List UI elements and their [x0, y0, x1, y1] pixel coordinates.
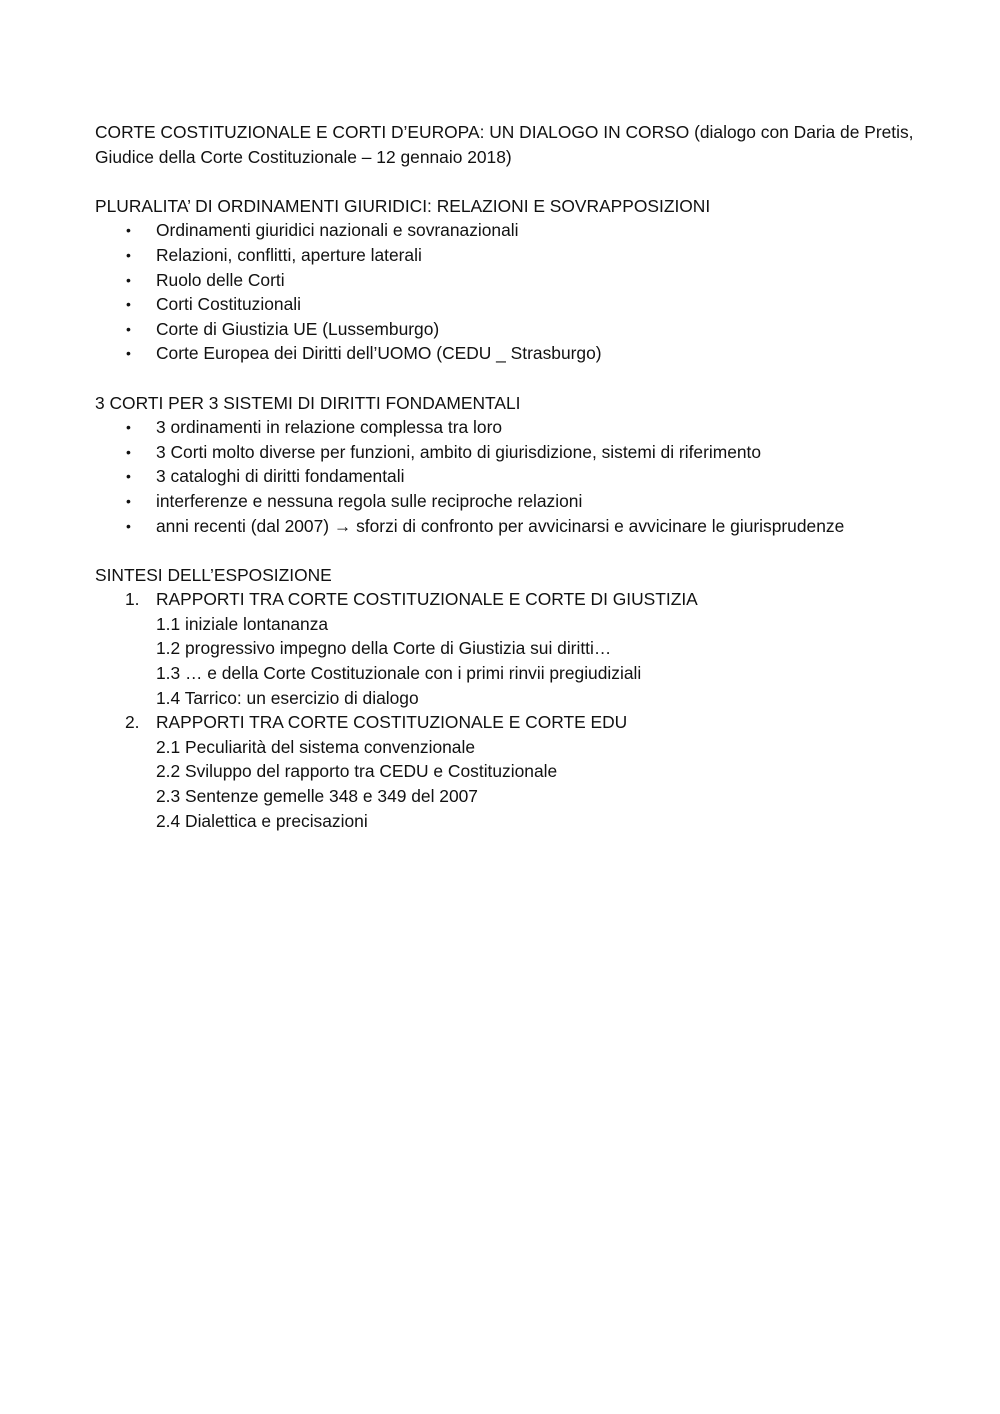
bullet-icon: •: [126, 345, 131, 362]
sub-item: 1.4 Tarrico: un esercizio di dialogo: [156, 687, 419, 708]
sub-item: 1.1 iniziale lontananza: [156, 613, 329, 634]
list-item-text: 3 Corti molto diverse per funzioni, ambito di giurisdizione, sistemi di riferimento: [156, 441, 762, 462]
list-item-text: 3 cataloghi di diritti fondamentali: [156, 466, 405, 487]
list-item: [95, 268, 915, 293]
bullet-icon: •: [126, 492, 131, 509]
bullet-icon: •: [126, 271, 131, 288]
spacer: [95, 169, 915, 194]
list-item: [95, 440, 915, 465]
section-heading-3-corti: 3 CORTI PER 3 SISTEMI DI DIRITTI FONDAMENTALI: [95, 392, 521, 413]
bullet-icon: •: [126, 296, 131, 313]
bullet-icon: •: [126, 443, 131, 460]
sub-item: 1.3 … e della Corte Costituzionale con i primi rinvii pregiudiziali: [156, 663, 642, 684]
list-item: [95, 317, 915, 342]
list-item: [95, 464, 915, 489]
list-item-text: Ordinamenti giuridici nazionali e sovranazionali: [156, 220, 519, 241]
list-item: [95, 292, 915, 317]
bullet-icon: •: [126, 320, 131, 337]
sub-item: 2.3 Sentenze gemelle 348 e 349 del 2007: [156, 786, 478, 807]
list-item-text: Corti Costituzionali: [156, 294, 301, 315]
list-item-text: 3 ordinamenti in relazione complessa tra loro: [156, 417, 503, 438]
list-item: [95, 218, 915, 243]
item-number: 2.: [125, 712, 140, 733]
bullet-icon: •: [126, 517, 131, 534]
section-heading-sintesi: SINTESI DELL’ESPOSIZIONE: [95, 564, 332, 585]
item-number: 1.: [125, 589, 140, 610]
section-heading-pluralita: PLURALITA’ DI ORDINAMENTI GIURIDICI: RELAZIONI E SOVRAPPOSIZIONI: [95, 195, 711, 216]
bullet-icon: •: [126, 419, 131, 436]
list-item-text: anni recenti (dal 2007) → sforzi di confronto per avvicinarsi e avvicinare le giurisprudenze: [156, 515, 845, 536]
list-item-text: Relazioni, conflitti, aperture laterali: [156, 244, 422, 265]
list-item-text: Corte Europea dei Diritti dell’UOMO (CEDU _ Strasburgo): [156, 343, 602, 364]
spacer: [95, 538, 915, 563]
sub-item: 1.2 progressivo impegno della Corte di Giustizia sui diritti…: [156, 638, 612, 659]
document-title: CORTE COSTITUZIONALE E CORTI D’EUROPA: UN DIALOGO IN CORSO (dialogo con Daria de Pretis, Giudice della Corte Costituzionale – 12 gennaio 2018): [95, 122, 914, 167]
list-item-text: Ruolo delle Corti: [156, 269, 285, 290]
sub-item: 2.1 Peculiarità del sistema convenzionale: [156, 736, 476, 757]
bullet-icon: •: [126, 222, 131, 239]
numbered-item-2: [95, 710, 915, 833]
list-item: [95, 243, 915, 268]
bullet-list-pluralita: [95, 218, 915, 366]
numbered-item-label: RAPPORTI TRA CORTE COSTITUZIONALE E CORTE DI GIUSTIZIA: [156, 589, 698, 610]
sub-item: 2.4 Dialettica e precisazioni: [156, 810, 368, 831]
list-item: [95, 514, 915, 539]
bullet-icon: •: [126, 246, 131, 263]
numbered-item-1: [95, 587, 915, 710]
list-item-text: interferenze e nessuna regola sulle reciproche relazioni: [156, 490, 583, 511]
list-item: [95, 341, 915, 366]
sub-item: 2.2 Sviluppo del rapporto tra CEDU e Costituzionale: [156, 761, 558, 782]
bullet-list-3-corti: [95, 415, 915, 538]
document-body: [95, 120, 915, 833]
numbered-item-label: RAPPORTI TRA CORTE COSTITUZIONALE E CORTE EDU: [156, 712, 628, 733]
spacer: [95, 366, 915, 391]
bullet-icon: •: [126, 468, 131, 485]
list-item: [95, 415, 915, 440]
numbered-list-sintesi: [95, 587, 915, 833]
list-item: [95, 489, 915, 514]
list-item-text: Corte di Giustizia UE (Lussemburgo): [156, 318, 440, 339]
